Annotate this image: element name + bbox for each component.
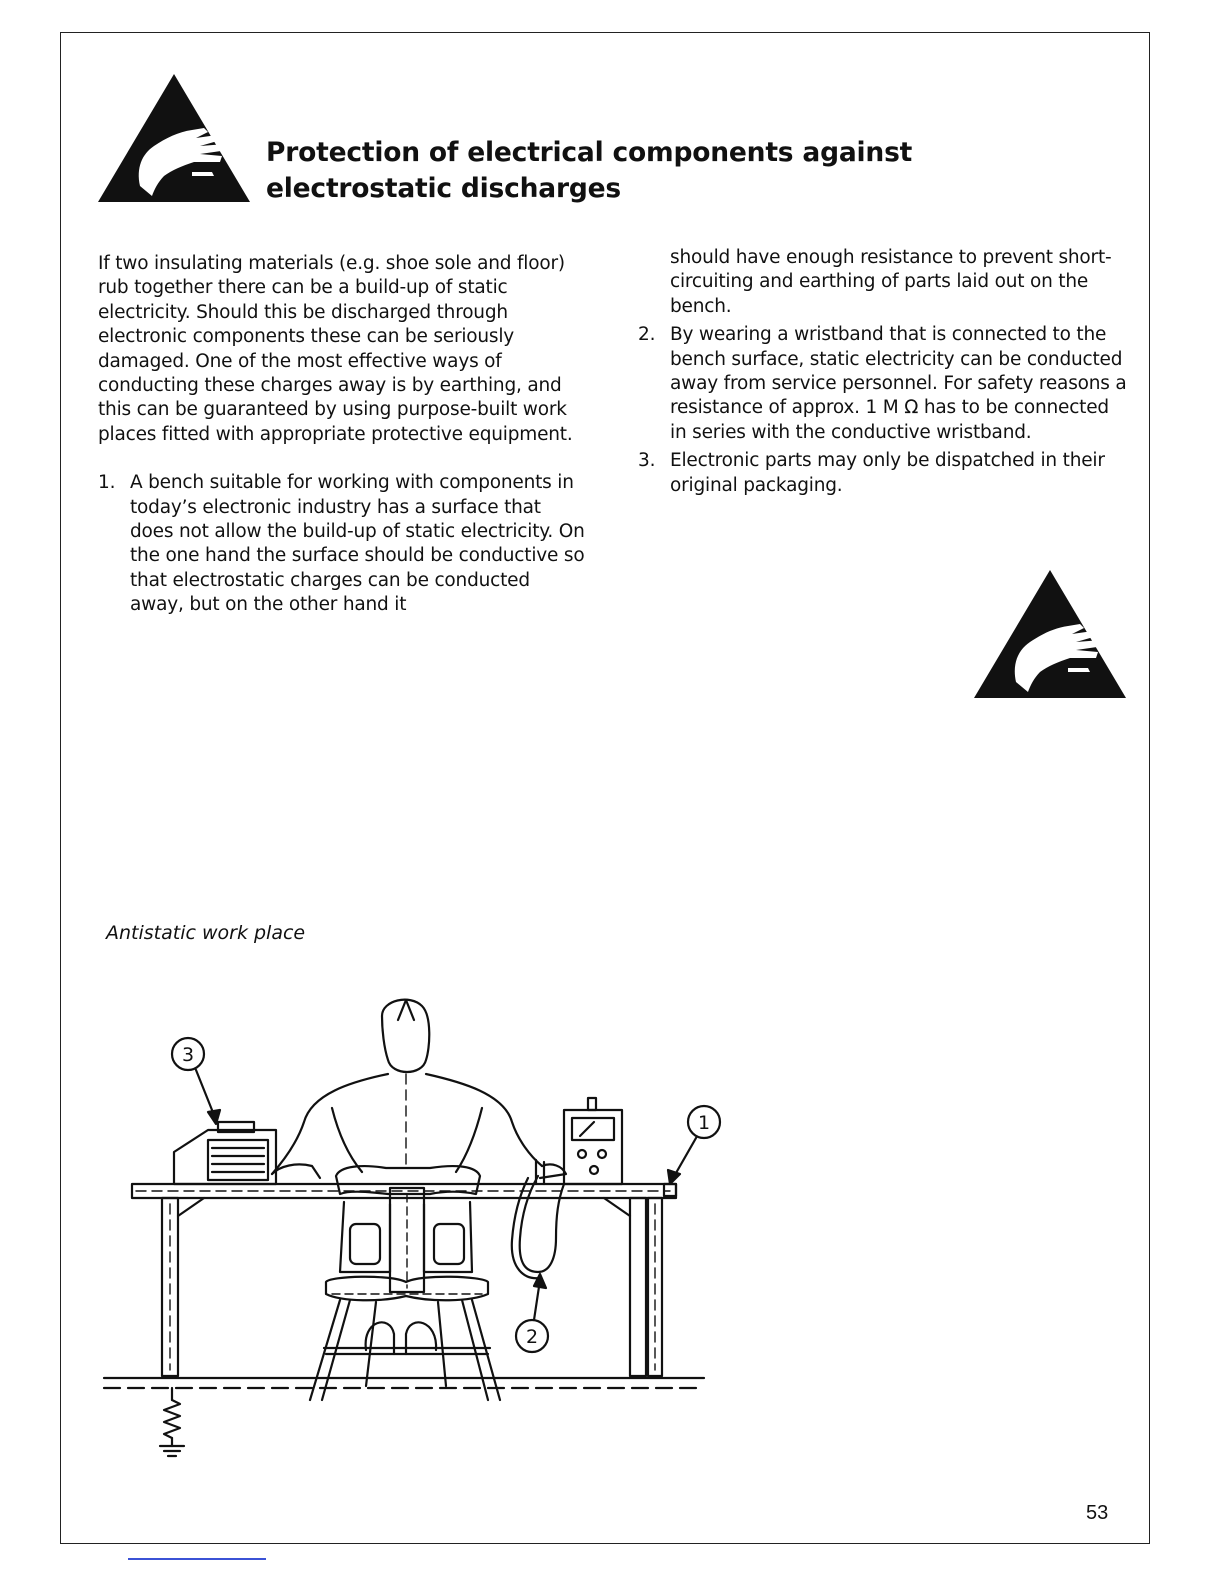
callout-1-label: 1 <box>697 1112 711 1134</box>
list-item-continued <box>638 246 1128 319</box>
esd-warning-icon <box>972 568 1128 700</box>
left-column <box>98 252 588 618</box>
antistatic-workplace-illustration <box>100 990 740 1470</box>
list-item-number: 2. <box>638 324 656 346</box>
right-column <box>638 246 1128 498</box>
list-item <box>638 323 1128 445</box>
list-item <box>638 449 1128 498</box>
footer-rule <box>128 1558 266 1560</box>
intro-paragraph: If two insulating materials (e.g. shoe sole and floor) rub together there can be a build-up of static electricity. Should this be discharged through electronic components these can be seriously damaged. One of the most effective ways of conducting these charges away is by earthing, and this can be guaranteed by using purpose-built work places fitted with appropriate protective equipment. <box>98 253 573 445</box>
callout-3-label: 3 <box>181 1044 195 1066</box>
list-item-text: By wearing a wristband that is connected to the bench surface, static electricity can be conducted away from service personnel. For safety reasons a resistance of approx. 1 M Ω has to be connected in series with the conductive wristband. <box>670 324 1127 443</box>
page-title: Protection of electrical components against electrostatic discharges <box>266 137 913 204</box>
page-number: 53 <box>1086 1502 1109 1524</box>
list-item-number: 1. <box>98 472 116 494</box>
esd-warning-icon <box>96 72 252 204</box>
list-item <box>98 471 588 617</box>
list-item-text: Electronic parts may only be dispatched in their original packaging. <box>670 450 1105 496</box>
list-item-text: should have enough resistance to prevent short-circuiting and earthing of parts laid out on the bench. <box>670 247 1112 317</box>
figure-caption: Antistatic work place <box>106 922 306 944</box>
list-item-number: 3. <box>638 450 656 472</box>
list-item-text: A bench suitable for working with components in today’s electronic industry has a surface that does not allow the build-up of static electricity. On the one hand the surface should be conductive so that electrostatic charges can be conducted away, but on the other hand it <box>130 472 585 616</box>
callout-2-label: 2 <box>525 1326 539 1348</box>
